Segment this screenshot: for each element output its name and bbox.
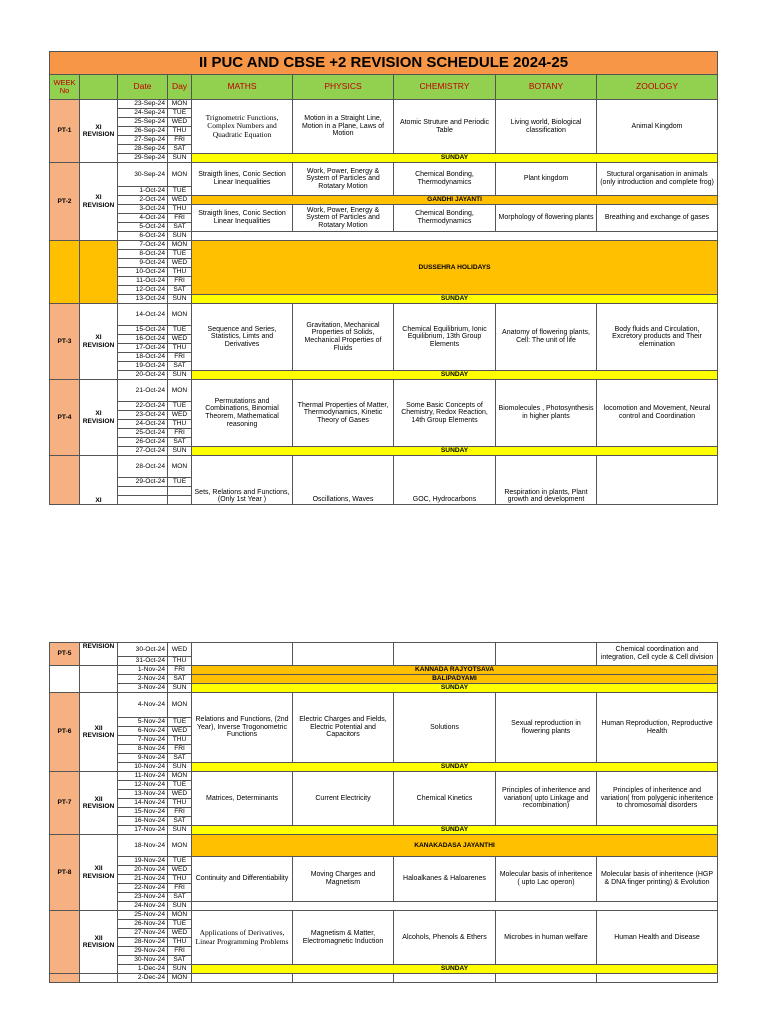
day-cell: WED (168, 196, 192, 205)
date-cell: 24-Sep-24 (118, 109, 168, 118)
day-cell: FRI (168, 808, 192, 817)
zoology-topic: Chemical coordination and integration, Cell cycle & Cell division (597, 643, 718, 666)
holiday-bar: BALIPADYAMI (192, 675, 718, 684)
date-cell: 31-Oct-24 (118, 657, 168, 666)
maths-topic-blank (192, 643, 293, 666)
sunday-bar: SUNDAY (192, 447, 718, 456)
day-cell: SAT (168, 893, 192, 902)
day-cell: TUE (168, 781, 192, 790)
botany-topic: Anatomy of flowering plants, Cell: The unit of life (496, 304, 597, 371)
day-cell: TUE (168, 250, 192, 259)
day-cell: THU (168, 657, 192, 666)
week-label: PT-1 (50, 100, 80, 163)
date-cell: 28-Nov-24 (118, 938, 168, 947)
date-cell: 25-Nov-24 (118, 911, 168, 920)
revision-label: XII REVISION (80, 693, 118, 772)
date-cell: 14-Oct-24 (118, 304, 168, 326)
revision-label: XII REVISION (80, 835, 118, 911)
physics-topic: Gravitation, Mechanical Properties of Solids, Mechanical Properties of Fluids (293, 304, 394, 371)
day-cell: TUE (168, 187, 192, 196)
header-physics: PHYSICS (293, 75, 394, 100)
maths-topic: Matrices, Determinants (192, 772, 293, 826)
physics-topic: Work, Power, Energy & System of Particles and Rotatary Motion (293, 163, 394, 196)
maths-topic-blank (192, 974, 293, 983)
day-cell: SAT (168, 362, 192, 371)
header-blank (80, 75, 118, 100)
week-blank (50, 974, 80, 983)
day-cell: TUE (168, 109, 192, 118)
week-blank (50, 241, 80, 304)
date-cell: 26-Oct-24 (118, 438, 168, 447)
revision-label: XI REVISION (80, 100, 118, 163)
physics-topic: Current Electricity (293, 772, 394, 826)
day-cell: WED (168, 929, 192, 938)
week-blank (50, 911, 80, 974)
holiday-bar: KANAKADASA JAYANTHI (192, 835, 718, 857)
date-cell: 11-Nov-24 (118, 772, 168, 781)
day-cell: MON (168, 241, 192, 250)
date-cell: 10-Oct-24 (118, 268, 168, 277)
maths-topic: Straigth lines, Conic Section Linear Inequalities (192, 163, 293, 196)
empty-row (192, 902, 718, 911)
day-cell: THU (168, 420, 192, 429)
revision-label: XII REVISION (80, 772, 118, 835)
botany-topic: Molecular basis of inheritence ( upto Lac operon) (496, 857, 597, 902)
date-cell: 9-Nov-24 (118, 754, 168, 763)
day-cell: TUE (168, 326, 192, 335)
day-cell: FRI (168, 429, 192, 438)
maths-topic: Sequence and Series, Statistics, Limts and Derivatives (192, 304, 293, 371)
day-cell: SUN (168, 371, 192, 380)
date-cell: 22-Oct-24 (118, 402, 168, 411)
date-cell: 16-Nov-24 (118, 817, 168, 826)
maths-topic: Permutations and Combinations, Binomial Theorem, Mathematical reasoning (192, 380, 293, 447)
maths-topic: Relations and Functions, (2nd Year), Inverse Trogonometric Functions (192, 693, 293, 763)
date-cell (118, 496, 168, 505)
chemistry-topic-blank (394, 643, 496, 666)
day-cell: WED (168, 790, 192, 799)
day-cell: THU (168, 799, 192, 808)
sunday-bar: SUNDAY (192, 763, 718, 772)
date-cell: 29-Sep-24 (118, 154, 168, 163)
day-cell: WED (168, 411, 192, 420)
date-cell: 29-Nov-24 (118, 947, 168, 956)
date-cell: 1-Oct-24 (118, 187, 168, 196)
day-cell: MON (168, 693, 192, 718)
date-cell: 13-Nov-24 (118, 790, 168, 799)
zoology-topic: Human Health and Disease (597, 911, 718, 965)
day-cell: THU (168, 205, 192, 214)
physics-topic: Moving Charges and Magnetism (293, 857, 394, 902)
day-cell: SAT (168, 145, 192, 154)
revision-label: XI REVISION (80, 304, 118, 380)
date-cell: 3-Oct-24 (118, 205, 168, 214)
physics-topic: Oscillations, Waves (293, 456, 394, 505)
date-cell: 19-Oct-24 (118, 362, 168, 371)
day-cell: MON (168, 974, 192, 983)
holiday-bar: DUSSEHRA HOLIDAYS (192, 241, 718, 295)
header-botany: BOTANY (496, 75, 597, 100)
day-cell: TUE (168, 478, 192, 487)
chemistry-topic: Atomic Struture and Periodic Table (394, 100, 496, 154)
header-maths: MATHS (192, 75, 293, 100)
botany-topic: Living world, Biological classification (496, 100, 597, 154)
sunday-bar: SUNDAY (192, 965, 718, 974)
day-cell: MON (168, 380, 192, 402)
day-cell: WED (168, 727, 192, 736)
date-cell: 5-Oct-24 (118, 223, 168, 232)
date-cell: 17-Nov-24 (118, 826, 168, 835)
chemistry-topic: Chemical Kinetics (394, 772, 496, 826)
date-cell: 2-Oct-24 (118, 196, 168, 205)
sunday-bar: SUNDAY (192, 295, 718, 304)
day-cell: MON (168, 772, 192, 781)
day-cell: SAT (168, 438, 192, 447)
date-cell: 18-Oct-24 (118, 353, 168, 362)
schedule-title: II PUC AND CBSE +2 REVISION SCHEDULE 2024-25 (50, 52, 718, 75)
day-cell: SUN (168, 232, 192, 241)
physics-topic: Magnetism & Matter, Electromagnetic Induction (293, 911, 394, 965)
botany-topic: Morphology of flowering plants (496, 205, 597, 232)
date-cell: 25-Sep-24 (118, 118, 168, 127)
day-cell: WED (168, 259, 192, 268)
revision-label-partial: REVISION (80, 643, 118, 666)
date-cell: 1-Nov-24 (118, 666, 168, 675)
date-cell: 23-Nov-24 (118, 893, 168, 902)
week-label: PT-8 (50, 835, 80, 911)
day-cell: SUN (168, 763, 192, 772)
chemistry-topic: Haloalkanes & Haloarenes (394, 857, 496, 902)
botany-topic: Respiration in plants, Plant growth and development (496, 456, 597, 505)
day-cell: FRI (168, 214, 192, 223)
date-cell: 12-Nov-24 (118, 781, 168, 790)
day-cell (168, 487, 192, 496)
day-cell: TUE (168, 920, 192, 929)
day-cell: TUE (168, 857, 192, 866)
day-cell: WED (168, 335, 192, 344)
label-blank (80, 666, 118, 693)
day-cell: THU (168, 938, 192, 947)
day-cell: FRI (168, 353, 192, 362)
day-cell: MON (168, 835, 192, 857)
sunday-bar: SUNDAY (192, 684, 718, 693)
physics-topic: Motion in a Straight Line, Motion in a Plane, Laws of Motion (293, 100, 394, 154)
botany-topic: Microbes in human welfare (496, 911, 597, 965)
physics-topic-blank (293, 643, 394, 666)
day-cell: WED (168, 118, 192, 127)
day-cell: SUN (168, 154, 192, 163)
botany-topic: Principles of inheritence and variation( upto Linkage and recombination) (496, 772, 597, 826)
zoology-topic: Molecular basis of inheritence (HGP & DNA finger printing) & Evolution (597, 857, 718, 902)
zoology-topic: Animal Kingdom (597, 100, 718, 154)
date-cell: 3-Nov-24 (118, 684, 168, 693)
schedule-table-page-1 (49, 51, 718, 505)
date-cell: 9-Oct-24 (118, 259, 168, 268)
physics-topic: Electric Charges and Fields, Electric Potential and Capacitors (293, 693, 394, 763)
date-cell: 2-Nov-24 (118, 675, 168, 684)
physics-topic: Work, Power, Energy & System of Particles and Rotatary Motion (293, 205, 394, 232)
day-cell: THU (168, 268, 192, 277)
day-cell: SUN (168, 295, 192, 304)
date-cell: 19-Nov-24 (118, 857, 168, 866)
day-cell: MON (168, 163, 192, 187)
date-cell: 8-Nov-24 (118, 745, 168, 754)
week-label: PT-2 (50, 163, 80, 241)
date-cell: 11-Oct-24 (118, 277, 168, 286)
week-label: PT-3 (50, 304, 80, 380)
day-cell: THU (168, 736, 192, 745)
date-cell: 17-Oct-24 (118, 344, 168, 353)
date-cell: 14-Nov-24 (118, 799, 168, 808)
botany-topic-blank (496, 974, 597, 983)
day-cell: FRI (168, 745, 192, 754)
botany-topic: Biomolecules , Photosynthesis in higher plants (496, 380, 597, 447)
day-cell: MON (168, 100, 192, 109)
day-cell: SAT (168, 817, 192, 826)
day-cell: MON (168, 911, 192, 920)
day-cell: SUN (168, 965, 192, 974)
revision-label: XI REVISION (80, 163, 118, 241)
zoology-topic: Breathing and exchange of gases (597, 205, 718, 232)
week-label: PT-5 (50, 643, 80, 666)
date-cell: 6-Oct-24 (118, 232, 168, 241)
date-cell: 27-Oct-24 (118, 447, 168, 456)
botany-topic-blank (496, 643, 597, 666)
date-cell: 15-Oct-24 (118, 326, 168, 335)
date-cell (118, 487, 168, 496)
zoology-topic-blank (597, 456, 718, 505)
week-blank (50, 666, 80, 693)
date-cell: 16-Oct-24 (118, 335, 168, 344)
maths-topic: Trignometric Functions, Complex Numbers and Quadratic Equation (192, 100, 293, 154)
day-cell: MON (168, 456, 192, 478)
chemistry-topic-blank (394, 974, 496, 983)
day-cell: TUE (168, 402, 192, 411)
zoology-topic: locomotion and Movement, Neural control and Coordination (597, 380, 718, 447)
date-cell: 26-Sep-24 (118, 127, 168, 136)
day-cell: SUN (168, 447, 192, 456)
label-blank (80, 974, 118, 983)
zoology-topic: Human Reproduction, Reproductive Health (597, 693, 718, 763)
date-cell: 10-Nov-24 (118, 763, 168, 772)
holiday-bar: GANDHI JAYANTI (192, 196, 718, 205)
chemistry-topic: Solutions (394, 693, 496, 763)
day-cell: SAT (168, 754, 192, 763)
label-blank (80, 241, 118, 304)
header-chemistry: CHEMISTRY (394, 75, 496, 100)
day-cell: SAT (168, 956, 192, 965)
day-cell: THU (168, 875, 192, 884)
date-cell: 1-Dec-24 (118, 965, 168, 974)
header-zoology: ZOOLOGY (597, 75, 718, 100)
maths-topic: Sets, Relations and Functions, (Only 1st Year ) (192, 456, 293, 505)
zoology-topic: Stuctural organisation in animals (only introduction and complete frog) (597, 163, 718, 196)
day-cell (168, 496, 192, 505)
date-cell: 23-Oct-24 (118, 411, 168, 420)
date-cell: 7-Oct-24 (118, 241, 168, 250)
physics-topic-blank (293, 974, 394, 983)
week-label: PT-6 (50, 693, 80, 772)
date-cell: 26-Nov-24 (118, 920, 168, 929)
date-cell: 30-Sep-24 (118, 163, 168, 187)
header-day: Day (168, 75, 192, 100)
zoology-topic: Principles of inheritence and variation( from polygenic inheritence to chromosomal disorders (597, 772, 718, 826)
revision-label: XII REVISION (80, 911, 118, 974)
date-cell: 25-Oct-24 (118, 429, 168, 438)
date-cell: 6-Nov-24 (118, 727, 168, 736)
day-cell: THU (168, 344, 192, 353)
date-cell: 29-Oct-24 (118, 478, 168, 487)
day-cell: SAT (168, 223, 192, 232)
maths-topic: Continuity and Differentiability (192, 857, 293, 902)
day-cell: FRI (168, 884, 192, 893)
date-cell: 12-Oct-24 (118, 286, 168, 295)
page-gap (0, 532, 768, 642)
botany-topic: Sexual reproduction in flowering plants (496, 693, 597, 763)
date-cell: 28-Oct-24 (118, 456, 168, 478)
header-week: WEEK No (50, 75, 80, 100)
sunday-bar: SUNDAY (192, 371, 718, 380)
date-cell: 27-Nov-24 (118, 929, 168, 938)
date-cell: 15-Nov-24 (118, 808, 168, 817)
chemistry-topic: Chemical Bonding, Thermodynamics (394, 205, 496, 232)
day-cell: FRI (168, 277, 192, 286)
date-cell: 21-Oct-24 (118, 380, 168, 402)
week-blank (50, 456, 80, 505)
week-label: PT-7 (50, 772, 80, 835)
date-cell: 7-Nov-24 (118, 736, 168, 745)
date-cell: 24-Oct-24 (118, 420, 168, 429)
date-cell: 4-Oct-24 (118, 214, 168, 223)
day-cell: THU (168, 127, 192, 136)
date-cell: 20-Nov-24 (118, 866, 168, 875)
day-cell: FRI (168, 666, 192, 675)
date-cell: 20-Oct-24 (118, 371, 168, 380)
date-cell: 8-Oct-24 (118, 250, 168, 259)
sunday-bar: SUNDAY (192, 826, 718, 835)
day-cell: FRI (168, 136, 192, 145)
physics-topic: Thermal Properties of Matter, Thermodynamics, Kinetic Theory of Gases (293, 380, 394, 447)
date-cell: 13-Oct-24 (118, 295, 168, 304)
chemistry-topic: GOC, Hydrocarbons (394, 456, 496, 505)
sheet-page-2 (0, 642, 768, 1024)
revision-label-partial: XI (80, 456, 118, 505)
date-cell: 22-Nov-24 (118, 884, 168, 893)
zoology-topic: Body fluids and Circulation, Excretory products and Their elemination (597, 304, 718, 371)
sunday-bar: SUNDAY (192, 154, 718, 163)
date-cell: 24-Nov-24 (118, 902, 168, 911)
holiday-bar: KANNADA RAJYOTSAVA (192, 666, 718, 675)
date-cell: 30-Nov-24 (118, 956, 168, 965)
date-cell: 18-Nov-24 (118, 835, 168, 857)
day-cell: SUN (168, 902, 192, 911)
date-cell: 5-Nov-24 (118, 718, 168, 727)
header-date: Date (118, 75, 168, 100)
date-cell: 30-Oct-24 (118, 643, 168, 657)
day-cell: WED (168, 643, 192, 657)
day-cell: TUE (168, 718, 192, 727)
chemistry-topic: Alcohols, Phenols & Ethers (394, 911, 496, 965)
date-cell: 23-Sep-24 (118, 100, 168, 109)
chemistry-topic: Chemical Bonding, Thermodynamics (394, 163, 496, 196)
botany-topic: Plant kingdom (496, 163, 597, 196)
day-cell: WED (168, 866, 192, 875)
date-cell: 27-Sep-24 (118, 136, 168, 145)
day-cell: SUN (168, 826, 192, 835)
day-cell: SUN (168, 684, 192, 693)
week-label: PT-4 (50, 380, 80, 456)
day-cell: MON (168, 304, 192, 326)
date-cell: 21-Nov-24 (118, 875, 168, 884)
date-cell: 28-Sep-24 (118, 145, 168, 154)
maths-topic: Applications of Derivatives, Linear Programming Problems (192, 911, 293, 965)
revision-label: XI REVISION (80, 380, 118, 456)
chemistry-topic: Some Basic Concepts of Chemistry, Redox Reaction, 14th Group Elements (394, 380, 496, 447)
schedule-table-page-2 (49, 642, 718, 983)
chemistry-topic: Chemical Equilibrium, Ionic Equilibrium, 13th Group Elements (394, 304, 496, 371)
maths-topic: Straigth lines, Conic Section Linear Inequalities (192, 205, 293, 232)
day-cell: SAT (168, 675, 192, 684)
day-cell: SAT (168, 286, 192, 295)
date-cell: 2-Dec-24 (118, 974, 168, 983)
empty-row (192, 232, 718, 241)
day-cell: FRI (168, 947, 192, 956)
date-cell: 4-Nov-24 (118, 693, 168, 718)
zoology-topic-blank (597, 974, 718, 983)
